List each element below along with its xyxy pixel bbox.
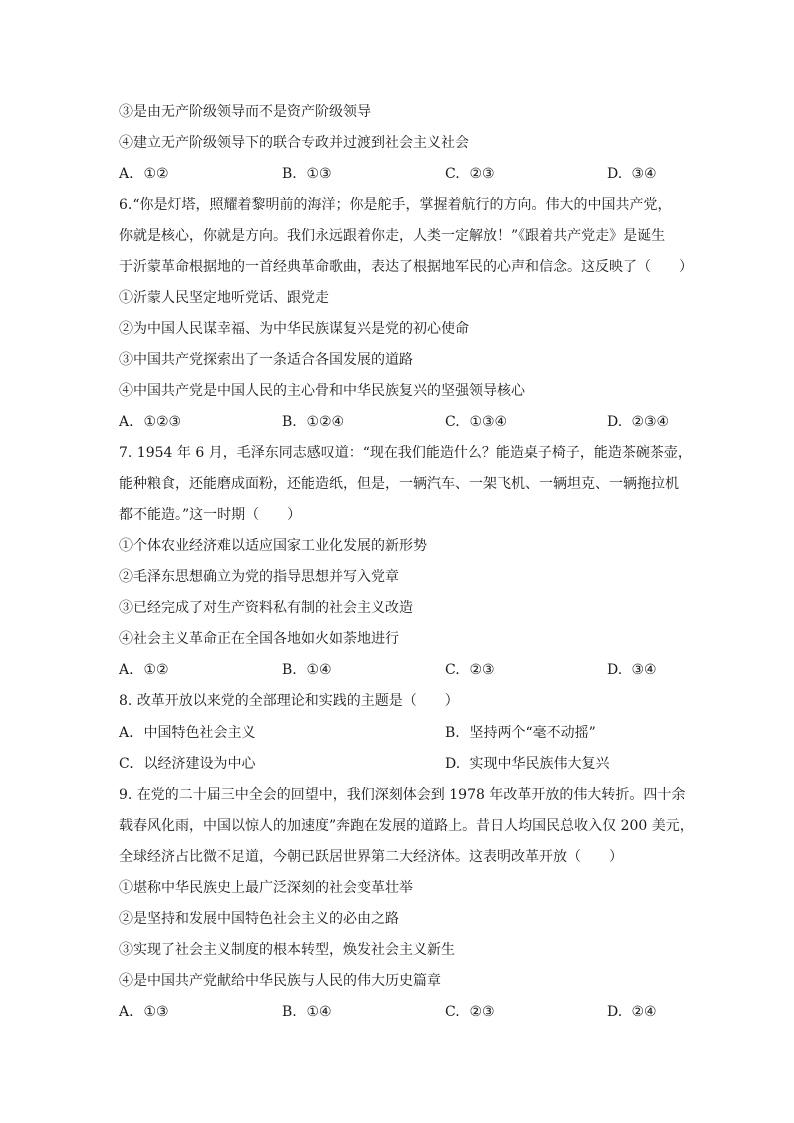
q7-statement-3: ③已经完成了对生产资料私有制的社会主义改造 [119,600,413,616]
q7-options [119,660,699,680]
q9-statement-4: ④是中国共产党献给中华民族与人民的伟大历史篇章 [119,973,441,989]
q6-options [119,412,699,432]
q5-option-d[interactable]: D. ③④ [607,166,657,182]
q6-option-a[interactable]: A. ①②③ [119,414,182,430]
q8-option-b[interactable]: B. 坚持两个“毫不动摇” [445,725,596,741]
q7-statement-1: ①个体农业经济难以适应国家工业化发展的新形势 [119,538,427,554]
q8-option-a[interactable]: A. 中国特色社会主义 [119,725,256,741]
q7-option-d[interactable]: D. ③④ [607,662,657,678]
q9-stem-line-3: 全球经济占比微不足道，今朝已跃居世界第二大经济体。这表明改革开放（ ） [119,849,623,865]
q8-stem: 8. 改革开放以来党的全部理论和实践的主题是（ ） [119,693,459,709]
q6-option-d[interactable]: D. ②③④ [607,414,670,430]
q7-statement-2: ②毛泽东思想确立为党的指导思想并写入党章 [119,569,399,585]
q6-statement-3: ③中国共产党探索出了一条适合各国发展的道路 [119,352,413,368]
q9-stem-line-1: 9. 在党的二十届三中全会的回望中，我们深刻体会到 1978 年改革开放的伟大转折。四十余 [119,787,686,803]
q6-statement-2: ②为中国人民谋幸福、为中华民族谋复兴是党的初心使命 [119,321,469,337]
q9-options [119,1002,699,1022]
q9-statement-1: ①堪称中华民族史上最广泛深刻的社会变革壮举 [119,880,413,896]
q5-statement-3: ③是由无产阶级领导而不是资产阶级领导 [119,104,371,120]
q7-stem-line-1: 7. 1954 年 6 月，毛泽东同志感叹道：“现在我们能造什么？能造桌子椅子，能造茶碗茶壶， [119,445,692,461]
q5-option-c[interactable]: C. ②③ [445,166,495,182]
q9-option-c[interactable]: C. ②③ [445,1004,495,1020]
q7-statement-4: ④社会主义革命正在全国各地如火如荼地进行 [119,631,399,647]
q7-option-c[interactable]: C. ②③ [445,662,495,678]
q8-option-d[interactable]: D. 实现中华民族伟大复兴 [445,756,610,772]
q8-options-row-1 [119,723,699,743]
q6-stem-line-3: 于沂蒙革命根据地的一首经典革命歌曲，表达了根据地军民的心声和信念。这反映了（ ） [119,259,693,275]
q5-option-a[interactable]: A. ①② [119,166,169,182]
q7-option-b[interactable]: B. ①④ [282,662,332,678]
q6-option-c[interactable]: C. ①③④ [445,414,508,430]
q9-statement-3: ③实现了社会主义制度的根本转型，焕发社会主义新生 [119,942,455,958]
q5-option-b[interactable]: B. ①③ [282,166,332,182]
q5-options [119,164,699,184]
q7-option-a[interactable]: A. ①② [119,662,169,678]
q5-statement-4: ④建立无产阶级领导下的联合专政并过渡到社会主义社会 [119,135,469,151]
q6-option-b[interactable]: B. ①②④ [282,414,345,430]
q9-option-b[interactable]: B. ①④ [282,1004,332,1020]
q9-option-d[interactable]: D. ②④ [607,1004,657,1020]
q9-option-a[interactable]: A. ①③ [119,1004,169,1020]
q9-statement-2: ②是坚持和发展中国特色社会主义的必由之路 [119,911,399,927]
q6-stem-line-2: 你就是核心，你就是方向。我们永远跟着你走，人类一定解放！”《跟着共产党走》是诞生 [119,228,666,244]
q8-option-c[interactable]: C. 以经济建设为中心 [119,756,256,772]
q8-options-row-2 [119,754,699,774]
q7-stem-line-2: 能种粮食，还能磨成面粉，还能造纸，但是，一辆汽车、一架飞机、一辆坦克、一辆拖拉机 [119,476,679,492]
q7-stem-line-3: 都不能造。”这一时期（ ） [119,507,302,523]
q6-statement-4: ④中国共产党是中国人民的主心骨和中华民族复兴的坚强领导核心 [119,383,525,399]
q9-stem-line-2: 载春风化雨，中国以惊人的加速度”奔跑在发展的道路上。昔日人均国民总收入仅 200 美元， [119,818,694,834]
q6-statement-1: ①沂蒙人民坚定地听党话、跟党走 [119,290,329,306]
q6-stem-line-1: 6.“你是灯塔，照耀着黎明前的海洋；你是舵手，掌握着航行的方向。伟大的中国共产党， [119,197,672,213]
